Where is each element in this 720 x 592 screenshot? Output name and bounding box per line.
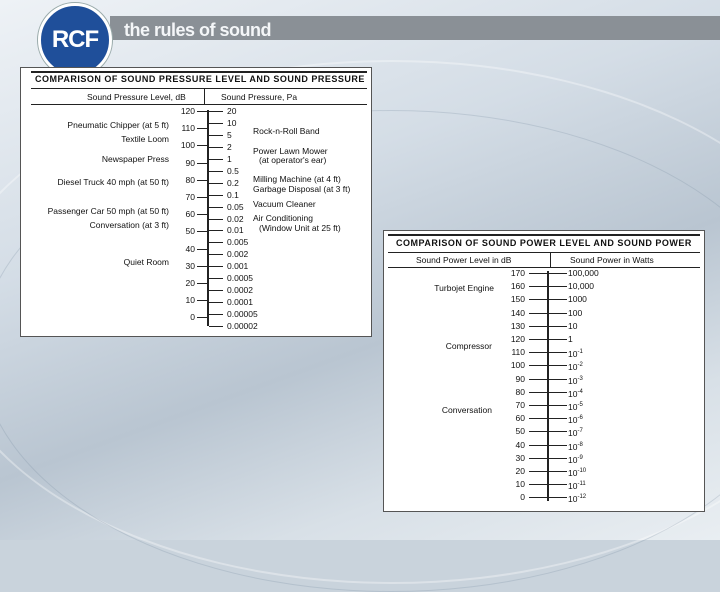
spl-pa-value: 5: [227, 129, 232, 140]
spl-left-source: Newspaper Press: [101, 154, 169, 164]
swl-db-value: 110: [511, 347, 525, 358]
spl-pa-value: 0.0005: [227, 273, 253, 284]
swl-watt-value: [568, 347, 583, 359]
spl-db-value: 70: [185, 192, 195, 202]
swl-watt-value: [568, 426, 583, 438]
swl-tick: [529, 418, 567, 419]
swl-db-value: 0: [520, 492, 525, 503]
spl-right-header: Sound Pressure, Pa: [221, 92, 298, 102]
sound-power-title: COMPARISON OF SOUND POWER LEVEL AND SOUND POWER: [396, 238, 692, 248]
swl-watt-base: 10: [568, 349, 578, 360]
spl-right-source: Air Conditioning: [253, 213, 314, 223]
spl-pa-tick: [209, 278, 223, 279]
spl-db-tick: [197, 214, 207, 215]
spl-pa-value: 0.2: [227, 177, 239, 188]
spl-pa-tick: [209, 171, 223, 172]
swl-watt-base: 10: [568, 468, 578, 478]
spl-db-value: 0: [190, 312, 195, 323]
spl-pa-tick: [209, 326, 223, 327]
spl-left-source: Pneumatic Chipper (at 5 ft): [67, 120, 169, 130]
swl-db-value: 80: [515, 386, 525, 397]
swl-left-header: Sound Power Level in dB: [416, 255, 512, 265]
logo-text: RCF: [51, 26, 99, 53]
spl-pa-value: 0.05: [227, 201, 244, 212]
swl-watt-base: 10: [568, 375, 578, 386]
spl-pa-value: 2: [227, 141, 232, 152]
swl-tick: [529, 365, 567, 366]
spl-pa-tick: [209, 254, 223, 255]
swl-tick: [529, 299, 567, 300]
spl-pa-tick: [209, 266, 223, 267]
spl-pa-tick: [209, 207, 223, 208]
spl-pa-value: 0.02: [227, 213, 244, 224]
spl-db-value: 10: [185, 295, 195, 306]
spl-pa-value: 0.0002: [227, 285, 253, 296]
swl-watt-base: 10: [568, 362, 578, 373]
swl-watt-value: [568, 294, 587, 304]
swl-tick: [529, 313, 567, 314]
swl-db-value: 10: [515, 479, 525, 490]
spl-db-tick: [197, 249, 207, 250]
swl-watt-base: 10: [568, 320, 578, 331]
swl-watt-value: [568, 479, 586, 491]
header-rule: [31, 104, 367, 105]
spl-db-value: 90: [185, 157, 195, 168]
swl-db-value: 70: [515, 400, 525, 410]
swl-watt-value: [568, 440, 583, 452]
spl-pa-tick: [209, 123, 223, 124]
swl-watt-value: [568, 360, 583, 372]
swl-watt-exponent: -3: [577, 375, 583, 382]
spl-right-source: (Window Unit at 25 ft): [259, 223, 341, 233]
spl-db-value: 20: [185, 278, 195, 288]
swl-tick: [529, 273, 567, 274]
swl-watt-base: 10: [568, 481, 578, 492]
swl-db-value: 60: [515, 413, 525, 424]
spl-right-source: Garbage Disposal (at 3 ft): [253, 184, 351, 194]
spl-db-tick: [197, 180, 207, 181]
spl-pa-value: 0.5: [227, 165, 239, 176]
spl-pa-tick: [209, 219, 223, 220]
swl-right-header: Sound Power in Watts: [570, 255, 654, 265]
spl-pa-tick: [209, 159, 223, 160]
spl-pa-value: 0.00002: [227, 321, 258, 331]
swl-tick: [529, 458, 567, 459]
swl-title-rule-bottom: [388, 252, 700, 253]
swl-header-rule: [388, 267, 700, 268]
spl-db-tick: [197, 266, 207, 267]
swl-db-value: 150: [510, 294, 525, 305]
swl-watt-base: 100: [568, 307, 583, 318]
swl-db-value: 100: [510, 360, 525, 371]
spl-db-value: 60: [185, 209, 195, 220]
spl-pa-tick: [209, 147, 223, 148]
spl-db-tick: [197, 111, 207, 112]
swl-watt-base: 10: [568, 494, 578, 505]
swl-watt-exponent: -2: [577, 362, 583, 369]
swl-db-value: 30: [515, 452, 525, 463]
swl-db-value: 90: [515, 373, 525, 384]
swl-watt-exponent: -7: [577, 428, 583, 435]
swl-watt-exponent: -12: [577, 494, 587, 501]
swl-watt-exponent: -11: [577, 481, 586, 488]
spl-db-tick: [197, 197, 207, 198]
spl-db-value: 100: [180, 140, 195, 151]
spl-db-value: 80: [185, 174, 195, 185]
swl-watt-exponent: -1: [577, 349, 583, 356]
swl-watt-value: [568, 268, 599, 278]
spl-db-tick: [197, 317, 207, 318]
swl-watt-exponent: -10: [577, 468, 587, 474]
swl-watt-base: 10: [568, 388, 578, 399]
swl-watt-base: 1000: [568, 294, 587, 305]
spl-pa-value: 0.00005: [227, 309, 258, 320]
swl-tick: [529, 484, 567, 485]
spl-pa-value: 0.1: [227, 189, 239, 200]
spl-pa-tick: [209, 314, 223, 315]
spl-db-value: 40: [185, 243, 195, 254]
swl-watt-value: [568, 281, 594, 291]
swl-source: Turbojet Engine: [434, 283, 494, 293]
swl-tick: [529, 352, 567, 353]
swl-source: Compressor: [445, 341, 492, 351]
spl-pa-value: 1: [227, 153, 232, 164]
swl-watt-base: 100,000: [568, 268, 599, 278]
swl-tick: [529, 326, 567, 327]
tagline: the rules of sound: [124, 20, 272, 40]
spl-db-value: 50: [185, 226, 195, 237]
swl-watt-exponent: -6: [577, 415, 583, 422]
swl-watt-base: 10: [568, 402, 578, 412]
swl-tick: [529, 392, 567, 393]
swl-watt-base: 10: [568, 454, 578, 465]
spl-pa-value: 0.001: [227, 261, 249, 272]
spl-pa-tick: [209, 230, 223, 231]
swl-watt-exponent: -8: [577, 441, 583, 448]
swl-db-value: 120: [510, 334, 525, 344]
spl-pa-tick: [209, 111, 223, 112]
spl-left-header: Sound Pressure Level, dB: [87, 92, 186, 102]
spl-db-value: 30: [185, 260, 195, 271]
swl-vertical-separator: [550, 252, 551, 267]
swl-watt-value: [568, 308, 582, 318]
sound-pressure-panel: [20, 67, 372, 337]
spl-left-source: Diesel Truck 40 mph (at 50 ft): [57, 177, 169, 187]
swl-watt-value: [568, 466, 586, 478]
swl-watt-base: 1: [568, 334, 573, 344]
swl-watt-value: [568, 374, 583, 386]
swl-db-value: 140: [510, 307, 525, 318]
spl-left-source: Conversation (at 3 ft): [89, 220, 169, 230]
spl-pa-tick: [209, 135, 223, 136]
spl-pa-value: 10: [227, 117, 237, 128]
swl-title-rule-top: [388, 234, 700, 236]
swl-watt-value: [568, 321, 577, 331]
spl-pa-value: 0.0001: [227, 297, 253, 308]
swl-db-value: 20: [515, 466, 525, 476]
spl-vertical-separator: [204, 88, 205, 104]
spl-pa-tick: [209, 195, 223, 196]
spl-db-tick: [197, 283, 207, 284]
swl-tick: [529, 286, 567, 287]
swl-watt-base: 10,000: [568, 281, 594, 292]
swl-watt-value: [568, 334, 573, 344]
spl-right-source: (at operator's ear): [259, 155, 327, 165]
swl-tick: [529, 471, 567, 472]
swl-tick: [529, 339, 567, 340]
sound-pressure-title: COMPARISON OF SOUND PRESSURE LEVEL AND SOUND PRESSURE: [35, 74, 365, 84]
spl-right-source: Vacuum Cleaner: [253, 199, 316, 209]
spl-pa-tick: [209, 302, 223, 303]
title-rule-bottom: [31, 88, 367, 89]
spl-pa-tick: [209, 290, 223, 291]
swl-watt-exponent: -4: [577, 388, 583, 395]
rcf-logo: [38, 3, 112, 77]
spl-db-tick: [197, 300, 207, 301]
spl-db-tick: [197, 163, 207, 164]
swl-watt-exponent: -5: [577, 402, 583, 408]
swl-watt-exponent: -9: [577, 454, 583, 461]
swl-db-value: 40: [515, 439, 525, 450]
swl-db-value: 50: [515, 426, 525, 437]
swl-watt-base: 10: [568, 441, 578, 452]
spl-db-value: 110: [181, 123, 195, 134]
spl-left-source: Textile Loom: [121, 134, 169, 144]
spl-right-source: Rock-n-Roll Band: [253, 126, 320, 136]
spl-db-value: 120: [180, 106, 195, 116]
swl-source: Conversation: [441, 405, 492, 415]
spl-pa-value: 0.01: [227, 225, 244, 236]
swl-db-value: 160: [510, 281, 525, 292]
spl-pa-value: 0.005: [227, 237, 249, 248]
swl-watt-value: [568, 492, 586, 504]
spl-db-tick: [197, 128, 207, 129]
swl-tick: [529, 379, 567, 380]
spl-left-source: Passenger Car 50 mph (at 50 ft): [47, 206, 169, 216]
spl-db-tick: [197, 145, 207, 146]
swl-tick: [529, 405, 567, 406]
swl-db-value: 130: [510, 320, 525, 331]
swl-watt-value: [568, 453, 583, 465]
spl-pa-tick: [209, 183, 223, 184]
spl-left-source: Quiet Room: [123, 257, 169, 267]
spl-pa-value: 20: [227, 106, 237, 116]
spl-db-tick: [197, 231, 207, 232]
swl-tick: [529, 431, 567, 432]
sound-power-panel: [383, 230, 705, 512]
spl-pa-tick: [209, 242, 223, 243]
swl-watt-base: 10: [568, 428, 578, 439]
swl-watt-value: [568, 400, 583, 412]
swl-watt-value: [568, 413, 583, 425]
swl-watt-value: [568, 387, 583, 399]
spl-right-source: Milling Machine (at 4 ft): [253, 174, 341, 184]
swl-tick: [529, 497, 567, 498]
spl-pa-value: 0.002: [227, 249, 249, 260]
spl-right-source: Power Lawn Mower: [253, 146, 328, 156]
title-rule-top: [31, 71, 367, 73]
swl-watt-base: 10: [568, 415, 578, 426]
swl-scale-axis: [547, 271, 549, 501]
swl-tick: [529, 445, 567, 446]
swl-db-value: 170: [510, 268, 525, 278]
